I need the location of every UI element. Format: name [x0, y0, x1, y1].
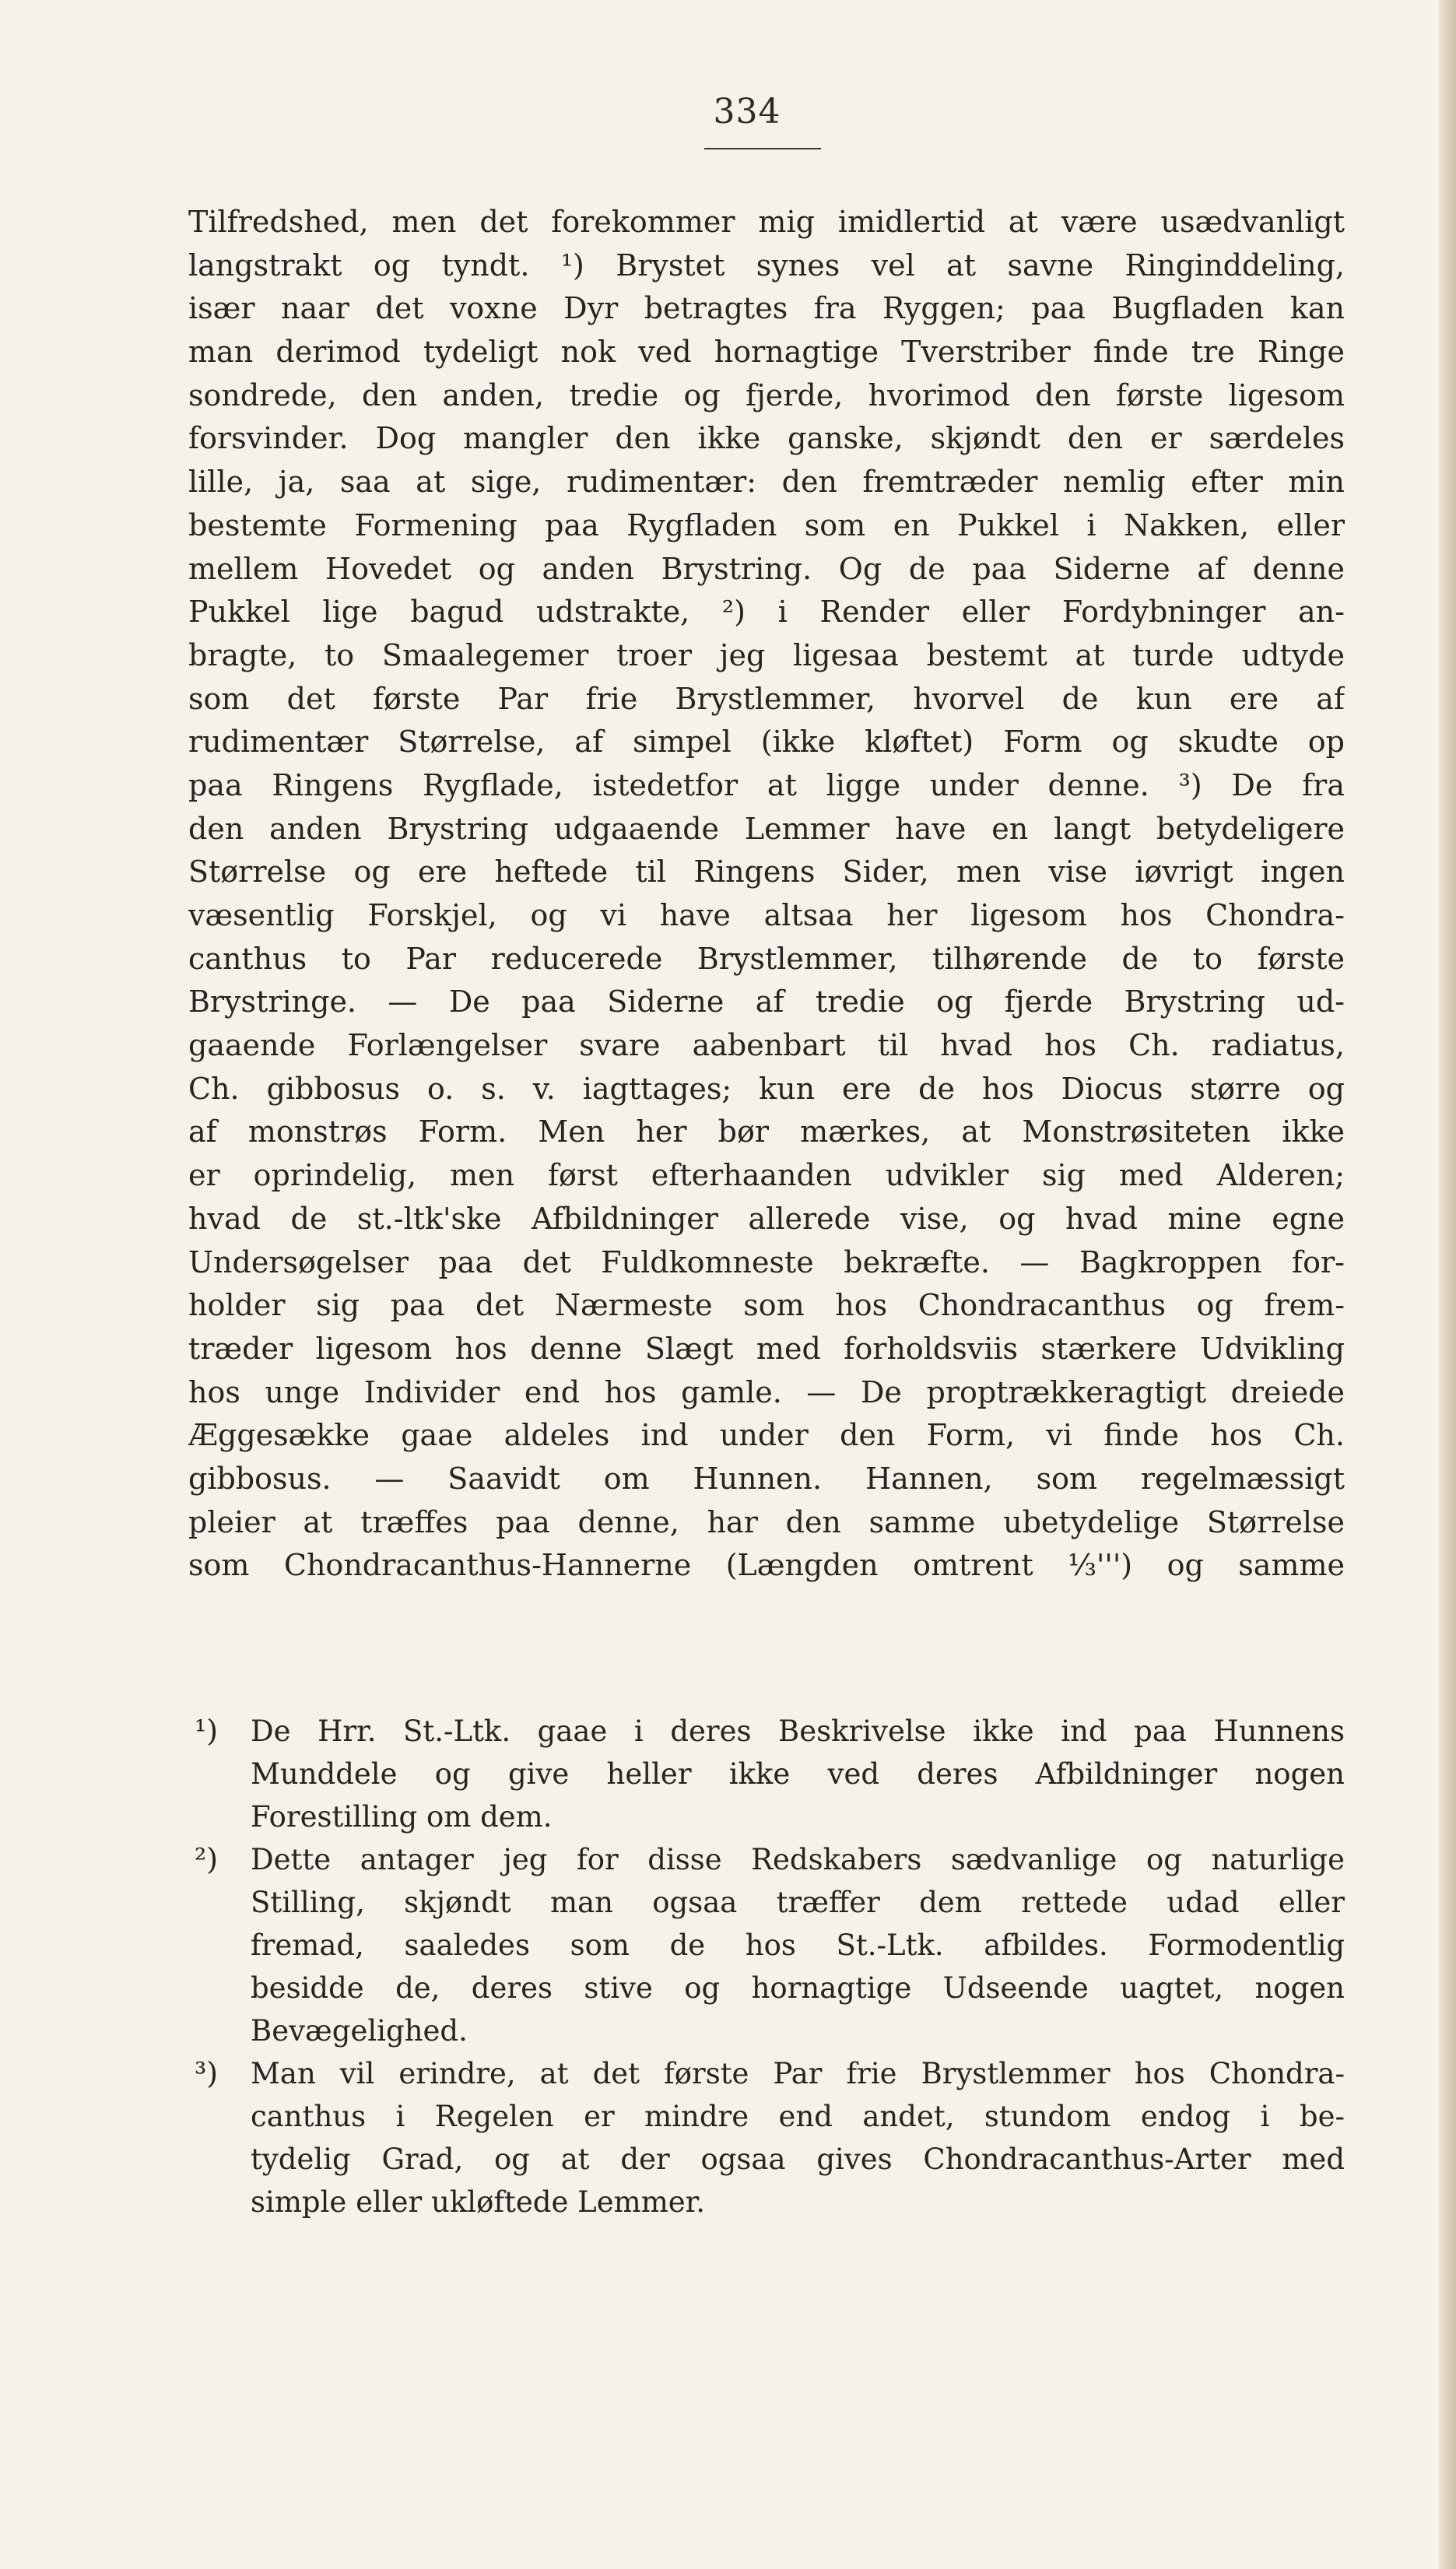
- page-number-rule: [704, 148, 821, 149]
- text-line: holder sig paa det Nærmeste som hos Chondracanthus og frem-: [188, 1288, 1345, 1323]
- page-edge: [1439, 0, 1456, 2569]
- footnote-line: besidde de, deres stive og hornagtige Udseende uagtet, nogen: [251, 1971, 1345, 2005]
- text-line: Brystringe. — De paa Siderne af tredie og fjerde Brystring ud-: [188, 984, 1345, 1020]
- footnotes: [188, 1710, 1345, 2223]
- footnote-line: canthus i Regelen er mindre end andet, stundom endog i be-: [251, 2100, 1345, 2133]
- text-line: Tilfredshed, men det forekommer mig imidlertid at være usædvanligt: [188, 205, 1345, 239]
- text-line: bestemte Formening paa Rygfladen som en Pukkel i Nakken, eller: [188, 507, 1345, 542]
- footnote-line: simple eller ukløftede Lemmer.: [251, 2185, 706, 2219]
- text-line: Æggesække gaae aldeles ind under den Form, vi finde hos Ch.: [188, 1418, 1345, 1453]
- text-line: rudimentær Størrelse, af simpel (ikke kløftet) Form og skudte op: [188, 725, 1345, 760]
- text-line: Pukkel lige bagud udstrakte, ²) i Render eller Fordybninger an-: [188, 595, 1345, 630]
- text-line: hos unge Individer end hos gamle. — De proptrækkeragtigt dreiede: [188, 1374, 1345, 1409]
- text-line: canthus to Par reducerede Brystlemmer, tilhørende de to første: [188, 941, 1345, 976]
- footnote-line: Man vil erindre, at det første Par frie Brystlemmer hos Chondra-: [251, 2057, 1345, 2090]
- text-line: mellem Hovedet og anden Brystring. Og de paa Siderne af denne: [188, 551, 1345, 586]
- footnote-1: [188, 1710, 1345, 1838]
- main-text: [188, 201, 1345, 1588]
- text-line: forsvinder. Dog mangler den ikke ganske, skjøndt den er særdeles: [188, 421, 1345, 456]
- footnote-line: Bevægelighed.: [251, 2014, 468, 2048]
- footnote-line: Forestilling om dem.: [251, 1800, 553, 1834]
- footnote-3: [188, 2052, 1345, 2223]
- text-line: Undersøgelser paa det Fuldkomneste bekræfte. — Bagkroppen for-: [188, 1244, 1345, 1279]
- text-line: er oprindelig, men først efterhaanden udvikler sig med Alderen;: [188, 1158, 1345, 1193]
- footnote-marker: ³): [195, 2056, 219, 2090]
- text-line: lille, ja, saa at sige, rudimentær: den fremtræder nemlig efter min: [188, 465, 1345, 500]
- text-line: gaaende Forlængelser svare aabenbart til hvad hos Ch. radiatus,: [188, 1028, 1345, 1063]
- text-line: langstrakt og tyndt. ¹) Brystet synes vel at savne Ringinddeling,: [188, 247, 1345, 283]
- footnote-line: Munddele og give heller ikke ved deres Afbildninger nogen: [251, 1757, 1345, 1791]
- text-line: væsentlig Forskjel, og vi have altsaa her ligesom hos Chondra-: [188, 898, 1345, 932]
- text-line: sondrede, den anden, tredie og fjerde, hvorimod den første ligesom: [188, 377, 1345, 412]
- text-line: især naar det voxne Dyr betragtes fra Ryggen; paa Bugfladen kan: [188, 291, 1345, 326]
- footnote-line: De Hrr. St.-Ltk. gaae i deres Beskrivelse ikke ind paa Hunnens: [251, 1714, 1345, 1748]
- text-line: den anden Brystring udgaaende Lemmer have en langt betydeligere: [188, 811, 1345, 846]
- footnote-line: fremad, saaledes som de hos St.-Ltk. afbildes. Formodentlig: [251, 1929, 1345, 1962]
- text-line: pleier at træffes paa denne, har den samme ubetydelige Størrelse: [188, 1504, 1345, 1539]
- text-line: Størrelse og ere heftede til Ringens Sider, men vise iøvrigt ingen: [188, 855, 1345, 890]
- footnote-line: tydelig Grad, og at der ogsaa gives Chondracanthus-Arter med: [251, 2143, 1345, 2176]
- footnote-line: Dette antager jeg for disse Redskabers sædvanlige og naturlige: [251, 1843, 1345, 1876]
- footnote-marker: ²): [195, 1842, 219, 1876]
- text-line: som Chondracanthus-Hannerne (Længden omtrent ⅓''') og samme: [188, 1548, 1345, 1583]
- text-line: af monstrøs Form. Men her bør mærkes, at Monstrøsiteten ikke: [188, 1114, 1345, 1149]
- footnote-line: Stilling, skjøndt man ogsaa træffer dem rettede udad eller: [251, 1886, 1345, 1919]
- text-line: hvad de st.-ltk'ske Afbildninger allerede vise, og hvad mine egne: [188, 1201, 1345, 1236]
- text-line: træder ligesom hos denne Slægt med forholdsviis stærkere Udvikling: [188, 1331, 1345, 1366]
- text-line: Ch. gibbosus o. s. v. iagttages; kun ere de hos Diocus større og: [188, 1071, 1345, 1106]
- text-line: paa Ringens Rygflade, istedetfor at ligge under denne. ³) De fra: [188, 767, 1345, 802]
- footnote-2: [188, 1838, 1345, 2052]
- text-line: som det første Par frie Brystlemmer, hvorvel de kun ere af: [188, 681, 1345, 716]
- text-line: gibbosus. — Saavidt om Hunnen. Hannen, som regelmæssigt: [188, 1461, 1345, 1496]
- text-line: bragte, to Smaalegemer troer jeg ligesaa bestemt at turde udtyde: [188, 637, 1345, 672]
- text-line: man derimod tydeligt nok ved hornagtige Tverstriber finde tre Ringe: [188, 335, 1345, 370]
- footnote-marker: ¹): [195, 1714, 219, 1748]
- page-number: 334: [713, 92, 781, 132]
